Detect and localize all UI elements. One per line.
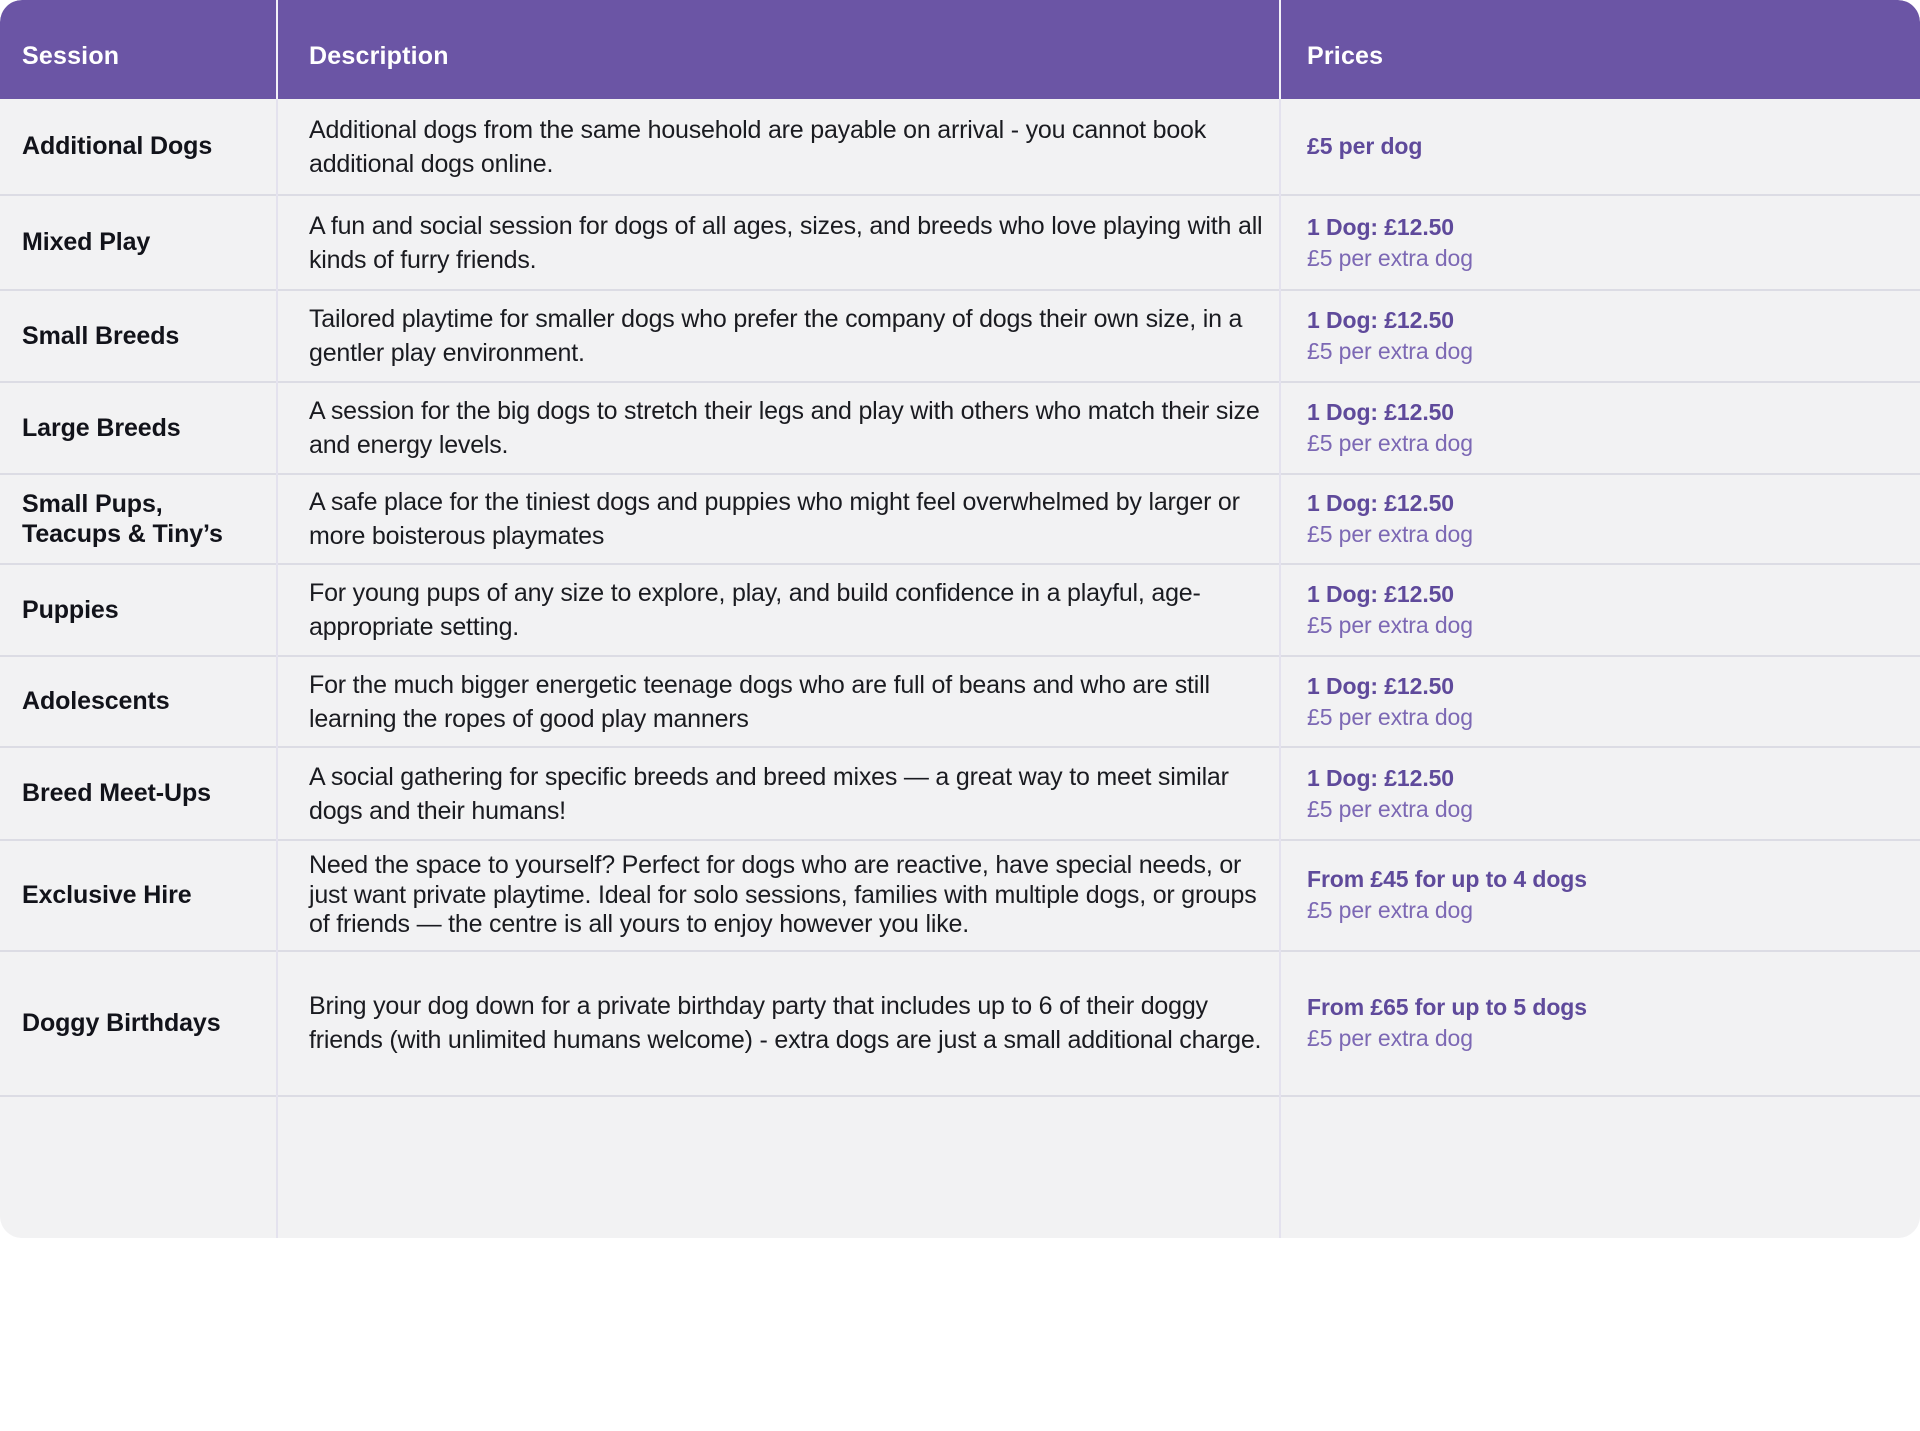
session-description-cell	[277, 656, 1280, 747]
session-description-cell	[277, 290, 1280, 382]
table-row	[0, 656, 1920, 747]
session-price-cell	[1280, 99, 1920, 195]
session-description-cell	[277, 195, 1280, 290]
price-primary: 1 Dog: £12.50	[1307, 672, 1454, 699]
table-row	[0, 747, 1920, 840]
column-header-session-label: Session	[22, 42, 120, 70]
session-name-cell: Small Pups, Teacups & Tiny’s	[0, 474, 277, 564]
session-description-cell	[277, 474, 1280, 564]
table-row-empty	[0, 1096, 1920, 1238]
column-header-description	[277, 0, 1280, 99]
price-secondary: £5 per extra dog	[1307, 244, 1473, 271]
session-description-cell	[277, 840, 1280, 951]
price-primary: 1 Dog: £12.50	[1307, 399, 1454, 426]
session-name-cell: Adolescents	[0, 656, 277, 747]
session-description-cell	[277, 747, 1280, 840]
price-primary: From £45 for up to 4 dogs	[1307, 866, 1587, 893]
session-description-cell	[277, 99, 1280, 195]
session-price-cell	[1280, 840, 1920, 951]
table-row	[0, 951, 1920, 1096]
table-row	[0, 99, 1920, 195]
table-row	[0, 564, 1920, 656]
session-description-text: Tailored playtime for smaller dogs who prefer the company of dogs their own size, in a gentler play environment.	[309, 305, 1243, 367]
session-price-cell	[1280, 195, 1920, 290]
session-description-cell	[277, 951, 1280, 1096]
price-secondary: £5 per extra dog	[1307, 703, 1473, 730]
price-primary: £5 per dog	[1307, 133, 1423, 160]
session-description-cell	[277, 1096, 1280, 1238]
session-price-cell	[1280, 656, 1920, 747]
table-header-row	[0, 0, 1920, 99]
column-header-prices-label: Prices	[1307, 42, 1384, 70]
price-primary: From £65 for up to 5 dogs	[1307, 994, 1587, 1021]
session-name-cell: Puppies	[0, 564, 277, 656]
table-row	[0, 382, 1920, 474]
column-header-prices	[1280, 0, 1920, 99]
price-primary: 1 Dog: £12.50	[1307, 307, 1454, 334]
session-description-text: A session for the big dogs to stretch their legs and play with others who match their size and energy levels.	[309, 397, 1260, 459]
session-price-cell	[1280, 747, 1920, 840]
session-description-text: Need the space to yourself? Perfect for dogs who are reactive, have special needs, or just want private playtime. Ideal for solo sessions, families with multiple dogs, or groups of friends — the centre is all yours to enjoy however you like.	[309, 851, 1257, 938]
table-header	[0, 0, 1920, 99]
price-primary: 1 Dog: £12.50	[1307, 213, 1454, 240]
table-row	[0, 290, 1920, 382]
session-name-cell: Small Breeds	[0, 290, 277, 382]
price-secondary: £5 per extra dog	[1307, 1025, 1473, 1051]
session-name-cell: Mixed Play	[0, 195, 277, 290]
price-secondary: £5 per extra dog	[1307, 430, 1473, 456]
table-row	[0, 195, 1920, 290]
table-row	[0, 840, 1920, 951]
session-name-cell: Breed Meet-Ups	[0, 747, 277, 840]
session-description-text: For the much bigger energetic teenage dogs who are full of beans and who are still learning the ropes of good play manners	[309, 670, 1210, 733]
column-header-session	[0, 0, 277, 99]
session-name-cell: Additional Dogs	[0, 99, 277, 195]
session-name-cell: Large Breeds	[0, 382, 277, 474]
session-description-text: A fun and social session for dogs of all ages, sizes, and breeds who love playing with all kinds of furry friends.	[309, 211, 1263, 274]
column-header-description-label: Description	[309, 42, 449, 70]
session-description-cell	[277, 564, 1280, 656]
price-secondary: £5 per extra dog	[1307, 795, 1473, 822]
session-price-cell	[1280, 1096, 1920, 1238]
session-price-cell	[1280, 564, 1920, 656]
session-name-cell: Doggy Birthdays	[0, 951, 277, 1096]
price-primary: 1 Dog: £12.50	[1307, 764, 1454, 791]
session-description-text: For young pups of any size to explore, play, and build confidence in a playful, age-appropriate setting.	[309, 579, 1201, 641]
session-description-text: Additional dogs from the same household are payable on arrival - you cannot book additional dogs online.	[309, 115, 1207, 178]
session-price-cell	[1280, 951, 1920, 1096]
session-price-cell	[1280, 290, 1920, 382]
price-primary: 1 Dog: £12.50	[1307, 490, 1454, 517]
table-row	[0, 474, 1920, 564]
session-name-cell: Exclusive Hire	[0, 840, 277, 951]
price-secondary: £5 per extra dog	[1307, 338, 1473, 364]
table-body	[0, 99, 1920, 1238]
session-description-text: A safe place for the tiniest dogs and puppies who might feel overwhelmed by larger or more boisterous playmates	[309, 488, 1240, 550]
price-secondary: £5 per extra dog	[1307, 521, 1473, 547]
session-description-text: Bring your dog down for a private birthday party that includes up to 6 of their doggy friends (with unlimited humans welcome) - extra dogs are just a small additional charge.	[309, 992, 1262, 1054]
session-price-cell	[1280, 382, 1920, 474]
price-primary: 1 Dog: £12.50	[1307, 581, 1454, 608]
price-secondary: £5 per extra dog	[1307, 612, 1473, 638]
session-price-cell	[1280, 474, 1920, 564]
session-description-cell	[277, 382, 1280, 474]
session-description-text: A social gathering for specific breeds and breed mixes — a great way to meet similar dogs and their humans!	[309, 762, 1229, 825]
price-secondary: £5 per extra dog	[1307, 897, 1473, 924]
session-name-cell	[0, 1096, 277, 1238]
